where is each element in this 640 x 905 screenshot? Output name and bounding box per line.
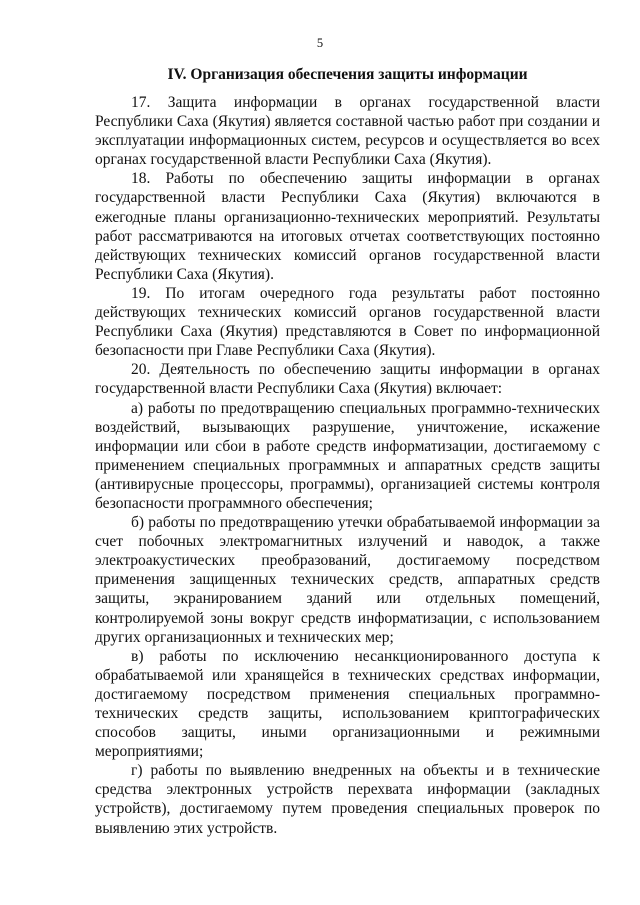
paragraph-20-v: в) работы по исключению несанкционированного доступа к обрабатываемой или хранящейся в технических средствах информации, достигаемому посредством применения специальных программно-технических средств защиты, использованием криптографических способов защиты, иными организационными и режимными мероприятиями; <box>95 647 600 761</box>
document-body <box>95 93 600 838</box>
page-number: 5 <box>316 36 324 50</box>
paragraph-19: 19. По итогам очередного года результаты работ постоянно действующих технических комиссий органов государственной власти Республики Саха (Якутия) представляются в Совет по информационной безопасности при Главе Республики Саха (Якутия). <box>95 284 600 360</box>
paragraph-20-g: г) работы по выявлению внедренных на объекты и в технические средства электронных устройств перехвата информации (закладных устройств), достигаемому путем проведения специальных проверок по выявлению этих устройств. <box>95 762 600 837</box>
paragraph-20-a: а) работы по предотвращению специальных программно-технических воздействий, вызывающих разрушение, уничтожение, искажение информации или сбои в работе средств информатизации, достигаемому с применением специальных программных и аппаратных средств защиты (антивирусные процессоры, программы), организацией системы контроля безопасности программного обеспечения; <box>95 399 600 512</box>
section-heading: IV. Организация обеспечения защиты информации <box>167 66 528 83</box>
paragraph-17: 17. Защита информации в органах государственной власти Республики Саха (Якутия) является составной частью работ при создании и эксплуатации информационных систем, ресурсов и осуществляется во всех органах государственной власти Республики Саха (Якутия). <box>95 94 600 169</box>
paragraph-18: 18. Работы по обеспечению защиты информации в органах государственной власти Республики Саха (Якутия) включаются в ежегодные планы организационно-технических мероприятий. Результаты работ рассматриваются на итоговых отчетах соответствующих постоянно действующих технических комиссий органов государственной власти Республики Саха (Якутия). <box>95 170 600 283</box>
paragraph-20: 20. Деятельность по обеспечению защиты информации в органах государственной власти Республики Саха (Якутия) включает: <box>95 361 600 398</box>
paragraph-20-b: б) работы по предотвращению утечки обрабатываемой информации за счет побочных электромагнитных излучений и наводок, а также электроакустических преобразований, достигаемому посредством применения защищенных технических средств, аппаратных средств защиты, экранированием зданий или отдельных помещений, контролируемой зоны вокруг средств информатизации, с использованием других организационных и технических мер; <box>95 514 600 646</box>
